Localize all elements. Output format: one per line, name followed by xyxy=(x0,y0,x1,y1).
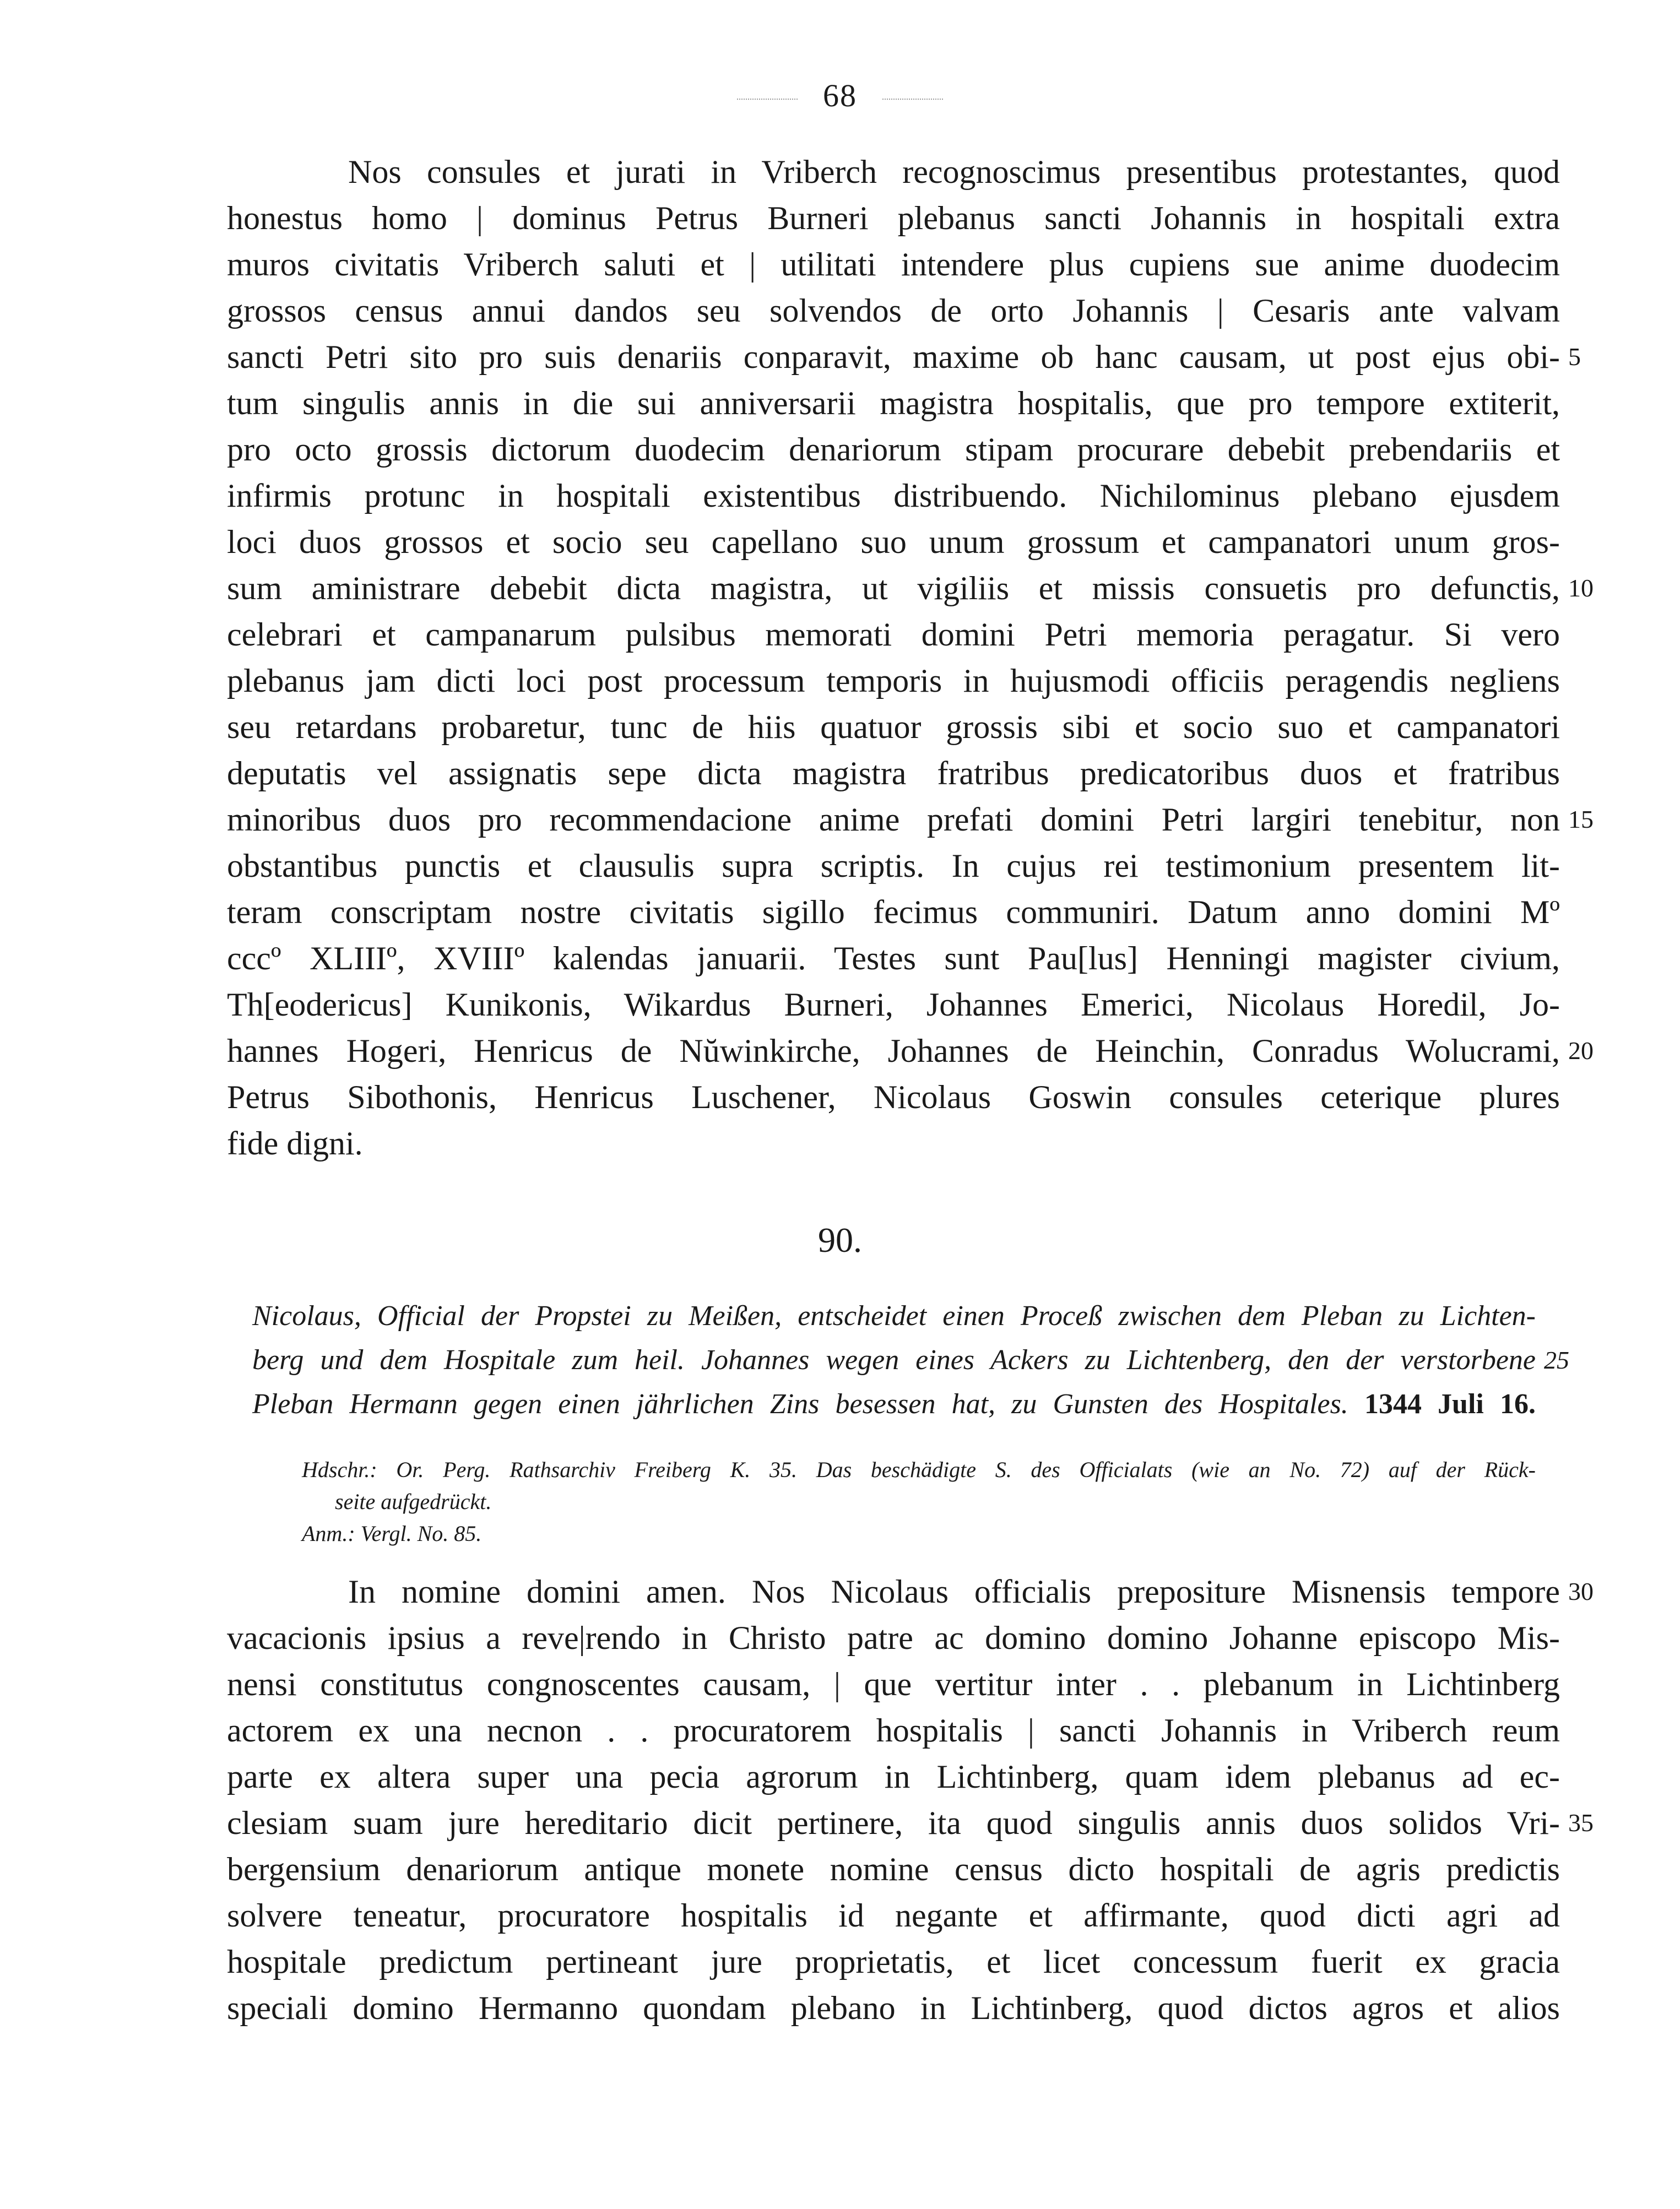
text-line: teram conscriptam nostre civitatis sigillo fecimus communiri. Datum anno domini Mº xyxy=(227,894,1560,930)
text-line: muros civitatis Vriberch saluti et | utilitati intendere plus cupiens sue anime duodecim xyxy=(227,246,1560,283)
summary-line: berg und dem Hospitale zum heil. Johannes wegen eines Ackers zu Lichtenberg, den der verstorbene 25 xyxy=(252,1338,1536,1382)
text-line: hannes Hogeri, Henricus de Nŭwinkirche, Johannes de Heinchin, Conradus Wolucrami, 20 xyxy=(227,1028,1560,1074)
header-rule-left xyxy=(737,99,798,100)
text-line: Petrus Sibothonis, Henricus Luschener, Nicolaus Goswin consules ceterique plures xyxy=(227,1079,1560,1115)
header-rule-right xyxy=(882,99,943,100)
page-number xyxy=(0,77,1680,114)
text-line: pro octo grossis dictorum duodecim denariorum stipam procurare debebit prebendariis et xyxy=(227,431,1560,468)
line-number: 15 xyxy=(1568,805,1594,833)
text-line: bergensium denariorum antique monete nomine census dicto hospitali de agris predictis xyxy=(227,1851,1560,1887)
text-line: minoribus duos pro recommendacione anime prefati domini Petri largiri tenebitur, non 15 xyxy=(227,796,1560,843)
text-line: vacacionis ipsius a reve|rendo in Christo patre ac domino domino Johanne episcopo Mis- xyxy=(227,1620,1560,1656)
line-number: 25 xyxy=(1544,1346,1569,1374)
text-line: nensi constitutus congnoscentes causam, | que vertitur inter . . plebanum in Lichtinberg xyxy=(227,1666,1560,1702)
text-line: hospitale predictum pertineant jure proprietatis, et licet concessum fuerit ex gracia xyxy=(227,1944,1560,1980)
source-note: Hdschr.: Or. Perg. Rathsarchiv Freiberg K. 35. Das beschädigte S. des Officialats (wie an No. 72) auf der Rück- xyxy=(302,1457,1536,1482)
text-line: Nos consules et jurati in Vriberch recognoscimus presentibus protestantes, quod xyxy=(348,154,1560,190)
text-line: sancti Petri sito pro suis denariis conparavit, maxime ob hanc causam, ut post ejus obi- 5 xyxy=(227,334,1560,380)
text-line: infirmis protunc in hospitali existentibus distribuendo. Nichilominus plebano ejusdem xyxy=(227,477,1560,514)
text-line: parte ex altera super una pecia agrorum in Lichtinberg, quam idem plebanus ad ec- xyxy=(227,1758,1560,1795)
text-line: celebrari et campanarum pulsibus memorati domini Petri memoria peragatur. Si vero xyxy=(227,616,1560,653)
text-line: clesiam suam jure hereditario dicit pertinere, ita quod singulis annis duos solidos Vri- 35 xyxy=(227,1800,1560,1846)
charter-89-text xyxy=(227,149,1594,1166)
document-number: 90. xyxy=(818,1220,862,1260)
summary-line: Nicolaus, Official der Propstei zu Meißen, entscheidet einen Proceß zwischen dem Pleban zu Lichten- xyxy=(252,1300,1536,1332)
text-line: sum aministrare debebit dicta magistra, ut vigiliis et missis consuetis pro defunctis, 10 xyxy=(227,565,1560,611)
text-line: In nomine domini amen. Nos Nicolaus officialis prepositure Misnensis tempore 30 xyxy=(227,1568,1560,1615)
remark-note: Anm.: Vergl. No. 85. xyxy=(302,1521,482,1546)
line-number: 35 xyxy=(1568,1809,1594,1837)
text-line: Th[eodericus] Kunikonis, Wikardus Burneri, Johannes Emerici, Nicolaus Horedil, Jo- xyxy=(227,986,1560,1023)
charter-90-text xyxy=(227,1568,1594,2031)
text-line: speciali domino Hermanno quondam plebano in Lichtinberg, quod dictos agros et alios xyxy=(227,1990,1560,2026)
text-line: seu retardans probaretur, tunc de hiis quatuor grossis sibi et socio suo et campanatori xyxy=(227,709,1560,745)
regest-summary xyxy=(252,1294,1569,1426)
text-line: obstantibus punctis et clausulis supra scriptis. In cujus rei testimonium presentem lit- xyxy=(227,848,1560,884)
line-number: 10 xyxy=(1568,574,1594,602)
document-date: 1344 Juli 16. xyxy=(1364,1388,1536,1420)
summary-line: Pleban Hermann gegen einen jährlichen Zins besessen hat, zu Gunsten des Hospitales. 1344 Juli 16. xyxy=(252,1388,1536,1420)
text-line: solvere teneatur, procuratore hospitalis id negante et affirmante, quod dicti agri ad xyxy=(227,1897,1560,1934)
page-number-text: 68 xyxy=(823,78,857,113)
source-note-continued: seite aufgedrückt. xyxy=(335,1489,492,1514)
line-number: 20 xyxy=(1568,1036,1594,1065)
line-number: 30 xyxy=(1568,1577,1594,1605)
source-notes xyxy=(302,1454,1536,1550)
text-line: actorem ex una necnon . . procuratorem hospitalis | sancti Johannis in Vriberch reum xyxy=(227,1712,1560,1749)
text-line: tum singulis annis in die sui anniversarii magistra hospitalis, que pro tempore extiterit, xyxy=(227,385,1560,421)
text-line: loci duos grossos et socio seu capellano suo unum grossum et campanatori unum gros- xyxy=(227,524,1560,560)
line-number: 5 xyxy=(1568,343,1581,371)
text-line: fide digni. xyxy=(227,1125,363,1162)
text-line: honestus homo | dominus Petrus Burneri plebanus sancti Johannis in hospitali extra xyxy=(227,200,1560,236)
text-line: grossos census annui dandos seu solvendos de orto Johannis | Cesaris ante valvam xyxy=(227,292,1560,329)
text-line: cccº XLIIIº, XVIIIº kalendas januarii. Testes sunt Pau[lus] Henningi magister civium, xyxy=(227,940,1560,976)
text-line: deputatis vel assignatis sepe dicta magistra fratribus predicatoribus duos et fratribus xyxy=(227,755,1560,791)
text-line: plebanus jam dicti loci post processum temporis in hujusmodi officiis peragendis negliens xyxy=(227,663,1560,699)
